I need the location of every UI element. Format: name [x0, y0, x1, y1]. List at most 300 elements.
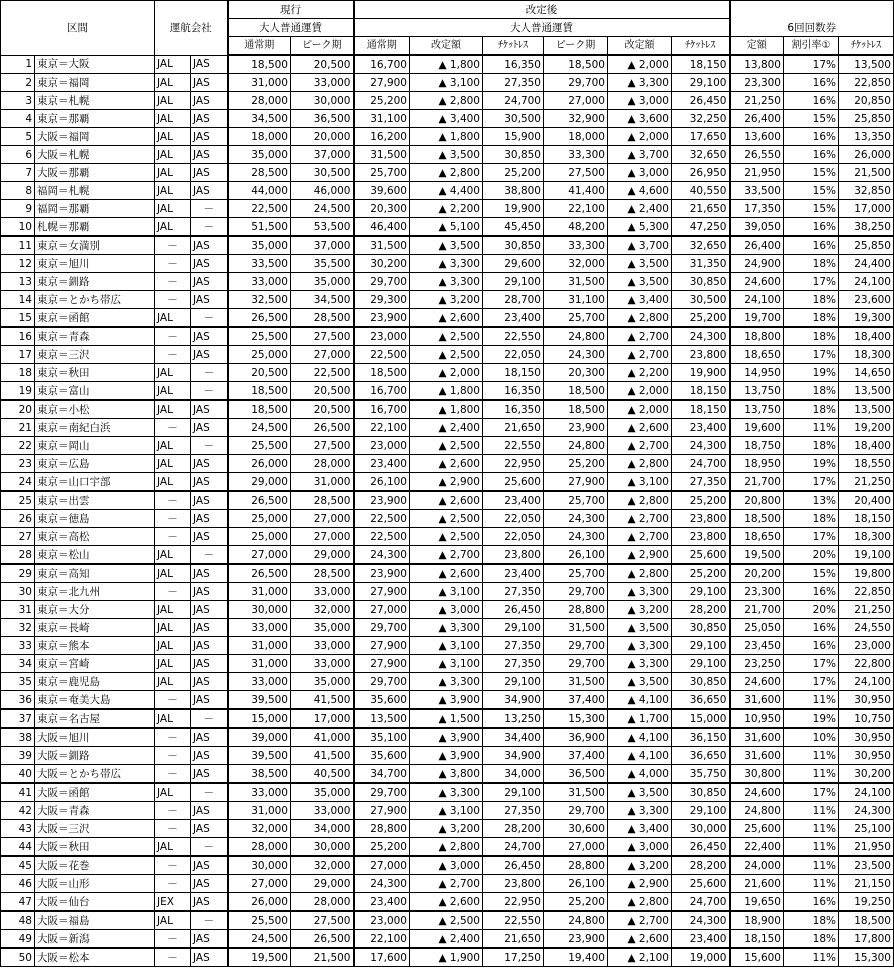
table-row [1, 437, 894, 455]
revised-diff1-cell: ▲ 3,500 [410, 146, 483, 164]
current-peak-cell: 27,000 [291, 346, 354, 364]
carrier-jas-cell: JAS [191, 273, 228, 291]
revised-ticketless2-cell: 29,100 [672, 583, 730, 601]
table-row [1, 546, 894, 565]
revised-normal-cell: 23,000 [354, 911, 410, 930]
coupon-fixed-cell: 24,000 [730, 856, 784, 875]
carrier-jas-cell: － [191, 218, 228, 237]
coupon-ticketless-cell: 30,950 [839, 728, 894, 747]
coupon-ticketless-cell: 19,300 [839, 309, 894, 328]
coupon-fixed-cell: 23,300 [730, 74, 784, 92]
coupon-ticketless-cell: 14,650 [839, 364, 894, 382]
revised-ticketless1-cell: 34,400 [483, 728, 544, 747]
row-number: 15 [1, 309, 35, 328]
table-row [1, 419, 894, 437]
carrier-jal-cell: JAL [155, 783, 191, 802]
route-cell: 福岡＝那覇 [35, 200, 155, 218]
revised-normal-cell: 22,500 [354, 510, 410, 528]
coupon-ticketless-cell: 22,850 [839, 583, 894, 601]
table-row [1, 583, 894, 601]
route-cell: 東京＝岡山 [35, 437, 155, 455]
current-peak-cell: 26,500 [291, 419, 354, 437]
revised-diff2-cell: ▲ 2,800 [608, 309, 672, 328]
revised-ticketless1-cell: 22,950 [483, 455, 544, 473]
carrier-jas-cell: JAS [191, 655, 228, 673]
carrier-jal-cell: － [155, 728, 191, 747]
coupon-rate-cell: 15% [784, 182, 839, 200]
carrier-jas-cell: － [191, 437, 228, 455]
coupon-ticketless-cell: 22,850 [839, 74, 894, 92]
table-row [1, 164, 894, 182]
revised-diff1-cell: ▲ 3,200 [410, 820, 483, 838]
coupon-fixed-cell: 21,700 [730, 473, 784, 492]
coupon-rate-cell: 11% [784, 765, 839, 784]
header-coupon: 6回回数券 [730, 1, 894, 37]
coupon-rate-cell: 16% [784, 583, 839, 601]
carrier-jas-cell: JAS [191, 601, 228, 619]
table-row [1, 747, 894, 765]
current-normal-cell: 38,500 [228, 765, 291, 784]
revised-peak-cell: 24,800 [544, 911, 608, 930]
coupon-rate-cell: 16% [784, 218, 839, 237]
revised-peak-cell: 33,300 [544, 236, 608, 255]
current-peak-cell: 34,500 [291, 291, 354, 309]
carrier-jal-cell: JAL [155, 673, 191, 691]
revised-normal-cell: 16,700 [354, 382, 410, 401]
route-cell: 東京＝小松 [35, 400, 155, 419]
coupon-fixed-cell: 21,250 [730, 92, 784, 110]
revised-peak-cell: 25,200 [544, 893, 608, 912]
revised-normal-cell: 39,600 [354, 182, 410, 200]
carrier-jas-cell: JAS [191, 164, 228, 182]
current-peak-cell: 32,000 [291, 601, 354, 619]
revised-ticketless1-cell: 22,950 [483, 893, 544, 912]
revised-peak-cell: 31,500 [544, 673, 608, 691]
revised-diff2-cell: ▲ 3,100 [608, 473, 672, 492]
current-normal-cell: 33,000 [228, 783, 291, 802]
coupon-rate-cell: 19% [784, 455, 839, 473]
revised-ticketless1-cell: 22,050 [483, 528, 544, 546]
revised-ticketless2-cell: 25,200 [672, 564, 730, 583]
revised-diff2-cell: ▲ 3,200 [608, 856, 672, 875]
revised-diff1-cell: ▲ 2,600 [410, 491, 483, 510]
carrier-jal-cell: － [155, 948, 191, 967]
route-cell: 東京＝富山 [35, 382, 155, 401]
carrier-jas-cell: JAS [191, 400, 228, 419]
route-cell: 大阪＝松本 [35, 948, 155, 967]
revised-diff1-cell: ▲ 2,500 [410, 510, 483, 528]
coupon-rate-cell: 17% [784, 673, 839, 691]
revised-ticketless2-cell: 32,650 [672, 146, 730, 164]
revised-diff1-cell: ▲ 2,800 [410, 92, 483, 110]
revised-peak-cell: 30,600 [544, 820, 608, 838]
coupon-ticketless-cell: 26,000 [839, 146, 894, 164]
current-peak-cell: 33,000 [291, 655, 354, 673]
col-revised-ticketless2: ﾁｹｯﾄﾚｽ [672, 37, 730, 56]
carrier-jal-cell: － [155, 765, 191, 784]
revised-peak-cell: 26,100 [544, 875, 608, 893]
revised-normal-cell: 16,700 [354, 400, 410, 419]
revised-diff2-cell: ▲ 3,300 [608, 637, 672, 655]
revised-diff2-cell: ▲ 3,700 [608, 236, 672, 255]
coupon-ticketless-cell: 24,400 [839, 255, 894, 273]
coupon-fixed-cell: 20,200 [730, 564, 784, 583]
route-cell: 東京＝鹿児島 [35, 673, 155, 691]
coupon-rate-cell: 16% [784, 637, 839, 655]
coupon-fixed-cell: 18,900 [730, 911, 784, 930]
row-number: 41 [1, 783, 35, 802]
coupon-fixed-cell: 18,500 [730, 510, 784, 528]
revised-ticketless1-cell: 22,550 [483, 327, 544, 346]
revised-peak-cell: 18,500 [544, 382, 608, 401]
revised-diff2-cell: ▲ 2,700 [608, 437, 672, 455]
coupon-rate-cell: 19% [784, 709, 839, 728]
current-normal-cell: 31,000 [228, 802, 291, 820]
carrier-jas-cell: － [191, 309, 228, 328]
revised-normal-cell: 23,400 [354, 455, 410, 473]
route-cell: 札幌＝那覇 [35, 218, 155, 237]
coupon-rate-cell: 20% [784, 546, 839, 565]
revised-diff2-cell: ▲ 3,400 [608, 291, 672, 309]
revised-normal-cell: 29,300 [354, 291, 410, 309]
revised-ticketless2-cell: 30,850 [672, 273, 730, 291]
revised-ticketless2-cell: 18,150 [672, 400, 730, 419]
coupon-ticketless-cell: 13,500 [839, 55, 894, 74]
revised-diff1-cell: ▲ 2,700 [410, 875, 483, 893]
coupon-rate-cell: 11% [784, 747, 839, 765]
table-row [1, 200, 894, 218]
carrier-jal-cell: － [155, 528, 191, 546]
carrier-jal-cell: JAL [155, 601, 191, 619]
header-revised: 改定後 [354, 1, 730, 19]
revised-diff1-cell: ▲ 2,500 [410, 437, 483, 455]
current-normal-cell: 34,500 [228, 110, 291, 128]
current-peak-cell: 35,000 [291, 673, 354, 691]
coupon-ticketless-cell: 21,150 [839, 875, 894, 893]
revised-peak-cell: 22,100 [544, 200, 608, 218]
coupon-fixed-cell: 10,950 [730, 709, 784, 728]
row-number: 4 [1, 110, 35, 128]
revised-ticketless2-cell: 19,000 [672, 948, 730, 967]
revised-diff1-cell: ▲ 3,800 [410, 765, 483, 784]
table-row [1, 510, 894, 528]
table-row [1, 673, 894, 691]
row-number: 21 [1, 419, 35, 437]
table-row [1, 619, 894, 637]
revised-ticketless1-cell: 29,100 [483, 673, 544, 691]
current-normal-cell: 26,500 [228, 564, 291, 583]
revised-ticketless2-cell: 23,400 [672, 930, 730, 949]
carrier-jas-cell: － [191, 382, 228, 401]
current-peak-cell: 35,000 [291, 619, 354, 637]
carrier-jas-cell: JAS [191, 455, 228, 473]
carrier-jal-cell: JAL [155, 619, 191, 637]
revised-peak-cell: 32,000 [544, 255, 608, 273]
carrier-jas-cell: － [191, 546, 228, 565]
revised-diff1-cell: ▲ 2,400 [410, 419, 483, 437]
revised-ticketless1-cell: 22,550 [483, 911, 544, 930]
current-peak-cell: 41,500 [291, 747, 354, 765]
current-normal-cell: 33,000 [228, 673, 291, 691]
coupon-ticketless-cell: 23,000 [839, 637, 894, 655]
current-normal-cell: 25,000 [228, 510, 291, 528]
carrier-jal-cell: JAL [155, 382, 191, 401]
revised-peak-cell: 41,400 [544, 182, 608, 200]
current-peak-cell: 31,000 [291, 473, 354, 492]
revised-diff2-cell: ▲ 3,600 [608, 110, 672, 128]
current-peak-cell: 33,000 [291, 802, 354, 820]
revised-diff2-cell: ▲ 4,100 [608, 691, 672, 710]
route-cell: 東京＝大分 [35, 601, 155, 619]
row-number: 7 [1, 164, 35, 182]
coupon-ticketless-cell: 30,950 [839, 691, 894, 710]
revised-diff1-cell: ▲ 3,300 [410, 255, 483, 273]
route-cell: 大阪＝青森 [35, 802, 155, 820]
table-row [1, 218, 894, 237]
revised-ticketless1-cell: 16,350 [483, 382, 544, 401]
current-peak-cell: 26,500 [291, 930, 354, 949]
revised-peak-cell: 24,800 [544, 437, 608, 455]
table-row [1, 564, 894, 583]
current-peak-cell: 37,000 [291, 236, 354, 255]
route-cell: 大阪＝とかち帯広 [35, 765, 155, 784]
revised-diff1-cell: ▲ 3,100 [410, 74, 483, 92]
revised-normal-cell: 23,400 [354, 893, 410, 912]
coupon-fixed-cell: 17,350 [730, 200, 784, 218]
revised-peak-cell: 37,400 [544, 747, 608, 765]
coupon-ticketless-cell: 20,400 [839, 491, 894, 510]
current-normal-cell: 39,500 [228, 747, 291, 765]
current-peak-cell: 46,000 [291, 182, 354, 200]
revised-ticketless1-cell: 30,850 [483, 146, 544, 164]
coupon-rate-cell: 16% [784, 236, 839, 255]
revised-normal-cell: 27,900 [354, 655, 410, 673]
revised-diff1-cell: ▲ 3,000 [410, 856, 483, 875]
row-number: 8 [1, 182, 35, 200]
revised-normal-cell: 28,800 [354, 820, 410, 838]
revised-ticketless1-cell: 27,350 [483, 74, 544, 92]
revised-diff1-cell: ▲ 4,400 [410, 182, 483, 200]
carrier-jas-cell: JAS [191, 55, 228, 74]
revised-diff1-cell: ▲ 2,600 [410, 455, 483, 473]
revised-peak-cell: 32,900 [544, 110, 608, 128]
current-peak-cell: 20,500 [291, 400, 354, 419]
current-normal-cell: 25,500 [228, 911, 291, 930]
carrier-jal-cell: － [155, 856, 191, 875]
route-cell: 東京＝釧路 [35, 273, 155, 291]
current-normal-cell: 27,000 [228, 546, 291, 565]
revised-ticketless1-cell: 29,100 [483, 783, 544, 802]
revised-ticketless2-cell: 23,800 [672, 346, 730, 364]
revised-diff2-cell: ▲ 2,000 [608, 382, 672, 401]
row-number: 6 [1, 146, 35, 164]
current-peak-cell: 20,500 [291, 382, 354, 401]
current-normal-cell: 35,000 [228, 146, 291, 164]
coupon-fixed-cell: 33,500 [730, 182, 784, 200]
row-number: 44 [1, 838, 35, 857]
table-row [1, 838, 894, 857]
revised-ticketless1-cell: 27,350 [483, 802, 544, 820]
row-number: 23 [1, 455, 35, 473]
revised-diff2-cell: ▲ 3,500 [608, 273, 672, 291]
carrier-jas-cell: JAS [191, 528, 228, 546]
revised-ticketless2-cell: 32,250 [672, 110, 730, 128]
coupon-fixed-cell: 24,800 [730, 802, 784, 820]
revised-normal-cell: 20,300 [354, 200, 410, 218]
coupon-fixed-cell: 23,250 [730, 655, 784, 673]
coupon-ticketless-cell: 21,250 [839, 601, 894, 619]
revised-ticketless1-cell: 30,850 [483, 236, 544, 255]
header-revised-sub: 大人普通運賃 [354, 19, 730, 37]
current-peak-cell: 30,500 [291, 164, 354, 182]
revised-ticketless1-cell: 29,100 [483, 619, 544, 637]
revised-normal-cell: 35,600 [354, 747, 410, 765]
revised-diff2-cell: ▲ 2,800 [608, 455, 672, 473]
revised-ticketless1-cell: 16,350 [483, 400, 544, 419]
revised-ticketless1-cell: 23,400 [483, 491, 544, 510]
revised-peak-cell: 25,700 [544, 491, 608, 510]
current-peak-cell: 41,500 [291, 691, 354, 710]
coupon-rate-cell: 18% [784, 382, 839, 401]
coupon-rate-cell: 20% [784, 601, 839, 619]
coupon-fixed-cell: 15,600 [730, 948, 784, 967]
revised-diff1-cell: ▲ 1,900 [410, 948, 483, 967]
route-cell: 大阪＝旭川 [35, 728, 155, 747]
current-normal-cell: 28,000 [228, 92, 291, 110]
table-row [1, 911, 894, 930]
carrier-jas-cell: JAS [191, 510, 228, 528]
revised-normal-cell: 27,900 [354, 637, 410, 655]
row-number: 18 [1, 364, 35, 382]
table-row [1, 182, 894, 200]
carrier-jas-cell: JAS [191, 182, 228, 200]
revised-peak-cell: 25,700 [544, 564, 608, 583]
coupon-ticketless-cell: 17,800 [839, 930, 894, 949]
revised-diff1-cell: ▲ 2,900 [410, 473, 483, 492]
row-number: 39 [1, 747, 35, 765]
route-cell: 大阪＝山形 [35, 875, 155, 893]
coupon-fixed-cell: 31,600 [730, 691, 784, 710]
revised-diff2-cell: ▲ 3,300 [608, 655, 672, 673]
coupon-fixed-cell: 23,450 [730, 637, 784, 655]
row-number: 9 [1, 200, 35, 218]
coupon-ticketless-cell: 18,550 [839, 455, 894, 473]
revised-ticketless2-cell: 35,750 [672, 765, 730, 784]
carrier-jas-cell: JAS [191, 291, 228, 309]
table-row [1, 930, 894, 949]
row-number: 33 [1, 637, 35, 655]
current-peak-cell: 27,500 [291, 911, 354, 930]
revised-ticketless1-cell: 38,800 [483, 182, 544, 200]
route-cell: 東京＝福岡 [35, 74, 155, 92]
table-row [1, 327, 894, 346]
current-peak-cell: 27,000 [291, 510, 354, 528]
coupon-fixed-cell: 18,800 [730, 327, 784, 346]
revised-ticketless1-cell: 25,600 [483, 473, 544, 492]
revised-diff1-cell: ▲ 1,800 [410, 400, 483, 419]
header-current: 現行 [228, 1, 354, 19]
carrier-jal-cell: － [155, 419, 191, 437]
route-cell: 東京＝出雲 [35, 491, 155, 510]
col-revised-ticketless1: ﾁｹｯﾄﾚｽ [483, 37, 544, 56]
revised-normal-cell: 30,200 [354, 255, 410, 273]
current-normal-cell: 32,500 [228, 291, 291, 309]
revised-diff1-cell: ▲ 3,100 [410, 583, 483, 601]
revised-ticketless2-cell: 19,900 [672, 364, 730, 382]
route-cell: 東京＝青森 [35, 327, 155, 346]
current-peak-cell: 29,000 [291, 875, 354, 893]
carrier-jal-cell: JAL [155, 455, 191, 473]
row-number: 32 [1, 619, 35, 637]
revised-ticketless2-cell: 25,200 [672, 309, 730, 328]
revised-normal-cell: 23,000 [354, 327, 410, 346]
revised-ticketless1-cell: 23,800 [483, 875, 544, 893]
revised-ticketless2-cell: 29,100 [672, 74, 730, 92]
row-number: 11 [1, 236, 35, 255]
revised-diff2-cell: ▲ 2,000 [608, 128, 672, 146]
revised-ticketless2-cell: 32,650 [672, 236, 730, 255]
revised-diff2-cell: ▲ 2,900 [608, 875, 672, 893]
table-row [1, 728, 894, 747]
carrier-jal-cell: JAL [155, 364, 191, 382]
route-cell: 東京＝広島 [35, 455, 155, 473]
revised-diff2-cell: ▲ 2,000 [608, 400, 672, 419]
revised-ticketless1-cell: 25,200 [483, 164, 544, 182]
current-normal-cell: 25,000 [228, 346, 291, 364]
revised-diff2-cell: ▲ 3,400 [608, 820, 672, 838]
current-normal-cell: 20,500 [228, 364, 291, 382]
row-number: 48 [1, 911, 35, 930]
coupon-fixed-cell: 18,150 [730, 930, 784, 949]
revised-peak-cell: 29,700 [544, 583, 608, 601]
coupon-fixed-cell: 13,750 [730, 382, 784, 401]
coupon-fixed-cell: 19,600 [730, 419, 784, 437]
coupon-fixed-cell: 13,600 [730, 128, 784, 146]
carrier-jal-cell: JAL [155, 200, 191, 218]
current-normal-cell: 44,000 [228, 182, 291, 200]
route-cell: 東京＝札幌 [35, 92, 155, 110]
revised-diff2-cell: ▲ 2,700 [608, 528, 672, 546]
coupon-rate-cell: 16% [784, 893, 839, 912]
row-number: 24 [1, 473, 35, 492]
revised-diff1-cell: ▲ 2,500 [410, 911, 483, 930]
revised-ticketless2-cell: 28,200 [672, 601, 730, 619]
row-number: 30 [1, 583, 35, 601]
revised-peak-cell: 25,200 [544, 455, 608, 473]
carrier-jal-cell: － [155, 691, 191, 710]
route-cell: 東京＝秋田 [35, 364, 155, 382]
revised-diff1-cell: ▲ 1,800 [410, 382, 483, 401]
revised-ticketless2-cell: 17,650 [672, 128, 730, 146]
coupon-ticketless-cell: 21,500 [839, 164, 894, 182]
current-normal-cell: 33,500 [228, 255, 291, 273]
coupon-fixed-cell: 18,750 [730, 437, 784, 455]
route-cell: 大阪＝仙台 [35, 893, 155, 912]
carrier-jas-cell: － [191, 364, 228, 382]
coupon-ticketless-cell: 19,200 [839, 419, 894, 437]
coupon-fixed-cell: 31,600 [730, 747, 784, 765]
row-number: 13 [1, 273, 35, 291]
coupon-ticketless-cell: 38,250 [839, 218, 894, 237]
coupon-ticketless-cell: 22,800 [839, 655, 894, 673]
current-normal-cell: 31,000 [228, 655, 291, 673]
coupon-ticketless-cell: 18,300 [839, 528, 894, 546]
revised-diff2-cell: ▲ 3,000 [608, 838, 672, 857]
coupon-rate-cell: 16% [784, 146, 839, 164]
current-peak-cell: 28,000 [291, 455, 354, 473]
carrier-jal-cell: JAL [155, 218, 191, 237]
route-cell: 東京＝熊本 [35, 637, 155, 655]
